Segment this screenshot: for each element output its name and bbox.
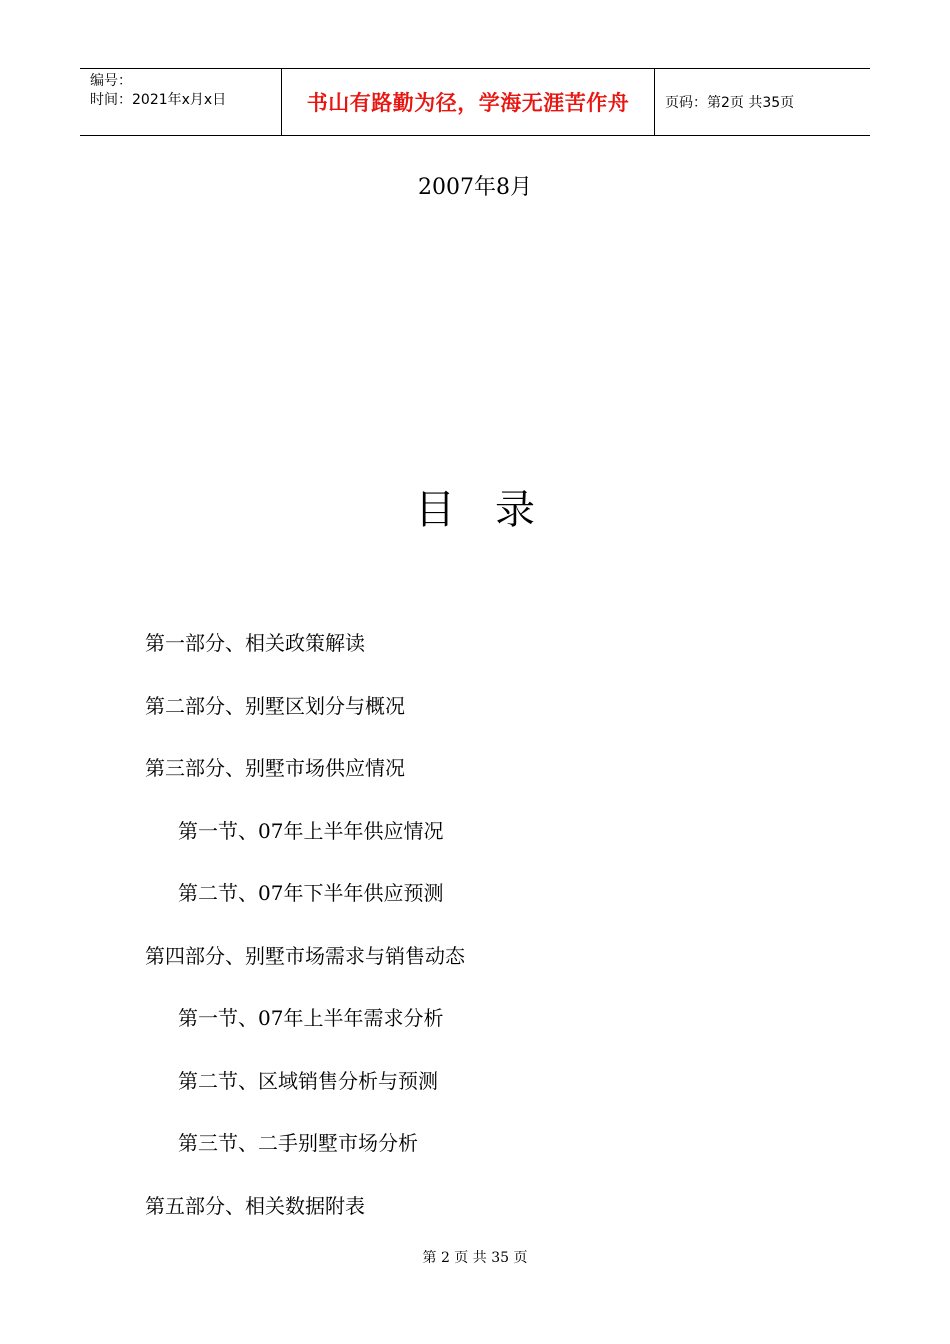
document-date: 2007年8月 xyxy=(418,175,532,200)
time-label: 时间：2021年x月x日 xyxy=(90,92,227,108)
toc-subitem: 第二节、07年下半年供应预测 xyxy=(178,881,444,905)
toc-subitem: 第一节、07年上半年需求分析 xyxy=(178,1006,444,1030)
toc-item: 第四部分、别墅市场需求与销售动态 xyxy=(145,944,465,968)
toc-subitem: 第二节、区域销售分析与预测 xyxy=(178,1069,438,1093)
toc-subitem: 第一节、07年上半年供应情况 xyxy=(178,819,444,843)
header-page-info: 页码：第2页 共35页 xyxy=(665,95,795,111)
toc-item: 第一部分、相关政策解读 xyxy=(145,631,365,655)
toc-item: 第二部分、别墅区划分与概况 xyxy=(145,694,405,718)
number-label: 编号： xyxy=(90,73,132,89)
toc-subitem: 第三节、二手别墅市场分析 xyxy=(178,1131,418,1155)
toc-item: 第三部分、别墅市场供应情况 xyxy=(145,756,405,780)
page-footer: 第 2 页 共 35 页 xyxy=(422,1250,528,1266)
header-meta xyxy=(80,69,282,135)
page-header xyxy=(80,68,870,136)
toc-title: 目录 xyxy=(415,487,575,533)
header-motto: 书山有路勤为径，学海无涯苦作舟 xyxy=(282,69,655,135)
toc-item: 第五部分、相关数据附表 xyxy=(145,1194,365,1218)
